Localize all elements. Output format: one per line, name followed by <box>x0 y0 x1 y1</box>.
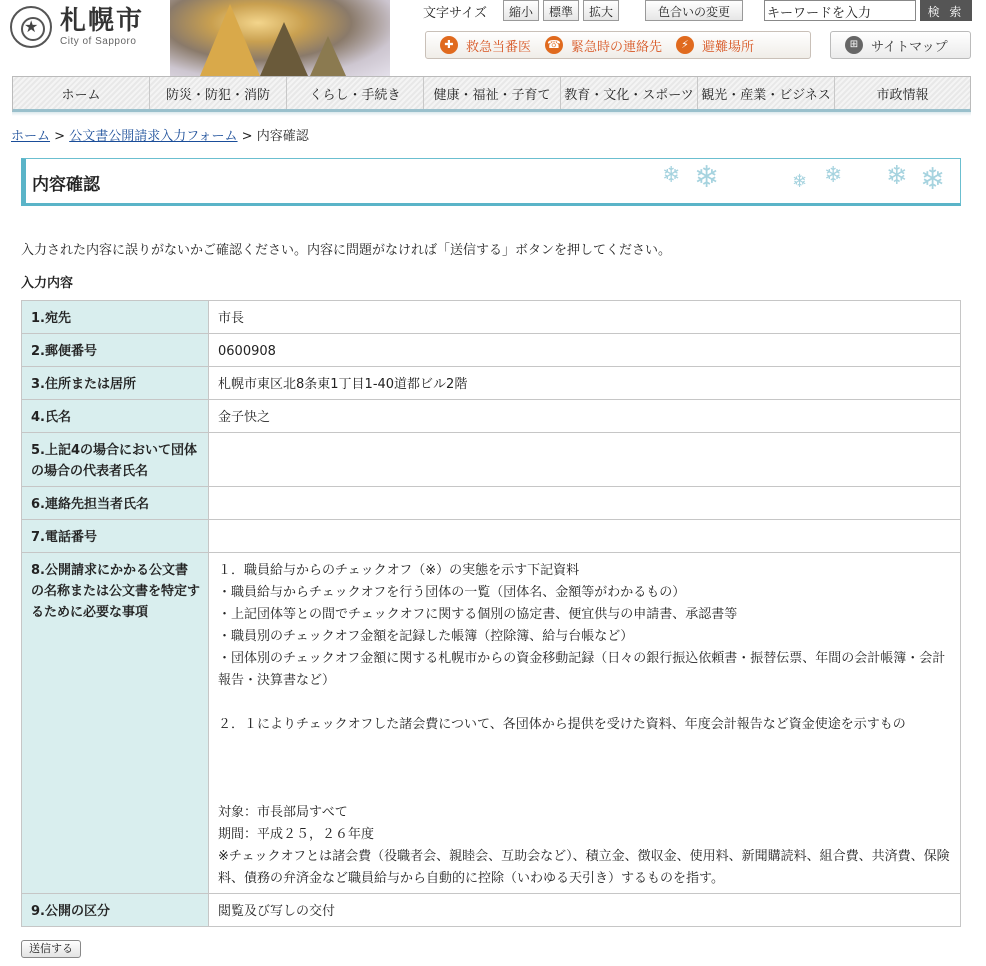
detail-line: ・団体別のチェックオフ金額に関する札幌市からの資金移動記録（日々の銀行振込依頼書・振替伝票、年間の会計帳簿・会計報告・決算書など） <box>218 651 946 688</box>
table-row <box>22 400 961 433</box>
snowflake-icon: ❄ <box>886 161 908 191</box>
row-value: 0600908 <box>209 334 961 367</box>
row-label: 1.宛先 <box>22 301 209 334</box>
row-value <box>209 520 961 553</box>
global-nav <box>12 76 971 112</box>
logo-title: 札幌市 <box>60 6 145 36</box>
evacuation-link[interactable] <box>662 36 754 55</box>
emergency-contact-link[interactable] <box>531 36 662 55</box>
detail-line: ※チェックオフとは諸会費（役職者会、親睦会、互助会など）、積立金、徴収金、使用料、新聞購読料、組合費、共済費、保険料、債務の弁済金など職員給与から自動的に控除（いわゆる天引き）するものを指す。 <box>218 849 950 886</box>
breadcrumb-home-link[interactable]: ホーム <box>11 129 51 144</box>
sitemap-icon: ⊞ <box>845 36 863 54</box>
detail-line: ・上記団体等との間でチェックオフに関する個別の協定書、便宜供与の申請書、承認書等 <box>218 607 738 622</box>
color-change-button[interactable]: 色合いの変更 <box>645 0 743 21</box>
font-size-larger-button[interactable]: 拡大 <box>583 0 619 21</box>
snowflake-icon: ❄ <box>662 163 681 188</box>
row-label: 9.公開の区分 <box>22 894 209 927</box>
site-logo[interactable] <box>10 6 144 48</box>
breadcrumb-separator: > <box>237 129 257 144</box>
row-value <box>209 433 961 487</box>
row-label: 4.氏名 <box>22 400 209 433</box>
page-title: 内容確認 <box>32 175 100 195</box>
detail-line: ・職員給与からチェックオフを行う団体の一覧（団体名、金額等がわかるもの） <box>218 585 686 600</box>
evacuation-label: 避難場所 <box>702 39 755 55</box>
detail-line: ２．１によりチェックオフした諸会費について、各団体から提供を受けた資料、年度会計報告など資金使途を示すもの <box>218 717 906 732</box>
site-header <box>0 0 986 76</box>
row-label: 5.上記4の場合において団体の場合の代表者氏名 <box>22 433 209 487</box>
row-value <box>209 487 961 520</box>
logo-text <box>60 6 144 47</box>
nav-item-health[interactable]: 健康・福祉・子育て <box>424 77 561 109</box>
snowflake-icon: ❄ <box>920 162 946 197</box>
section-label: 入力内容 <box>21 276 74 291</box>
nav-item-tourism[interactable]: 観光・産業・ビジネス <box>698 77 835 109</box>
row-label: 8.公開請求にかかる公文書の名称または公文書を特定するために必要な事項 <box>22 553 209 894</box>
emergency-links-bar <box>425 31 811 59</box>
font-size-label: 文字サイズ <box>423 6 487 21</box>
phone-icon: ☎ <box>545 36 563 54</box>
row-label: 6.連絡先担当者氏名 <box>22 487 209 520</box>
table-row <box>22 553 961 894</box>
table-row <box>22 301 961 334</box>
confirmation-table <box>21 300 961 927</box>
breadcrumb <box>11 125 309 144</box>
nav-item-home[interactable]: ホーム <box>13 77 150 109</box>
row-value: 市長 <box>209 301 961 334</box>
detail-line: １．職員給与からのチェックオフ（※）の実態を示す下記資料 <box>218 563 580 578</box>
detail-line <box>218 780 952 802</box>
sitemap-button[interactable] <box>830 31 971 59</box>
page-heading <box>21 158 961 206</box>
table-row <box>22 520 961 553</box>
emergency-contact-label: 緊急時の連絡先 <box>571 39 663 55</box>
emergency-doctor-link[interactable] <box>426 36 531 55</box>
row-value: 金子快之 <box>209 400 961 433</box>
emergency-doctor-label: 救急当番医 <box>466 39 532 55</box>
row-value: 閲覧及び写しの交付 <box>209 894 961 927</box>
breadcrumb-separator: > <box>50 129 70 144</box>
detail-line <box>218 758 952 780</box>
city-emblem-icon <box>10 6 52 48</box>
row-label: 7.電話番号 <box>22 520 209 553</box>
nav-item-education[interactable]: 教育・文化・スポーツ <box>561 77 698 109</box>
search-input[interactable]: キーワードを入力 <box>764 0 916 21</box>
detail-line <box>218 692 952 714</box>
table-row <box>22 487 961 520</box>
snowflake-icon: ❄ <box>824 163 843 188</box>
row-label: 2.郵便番号 <box>22 334 209 367</box>
nav-item-living[interactable]: くらし・手続き <box>287 77 424 109</box>
detail-line: ・職員別のチェックオフ金額を記録した帳簿（控除簿、給与台帳など） <box>218 629 634 644</box>
sitemap-label: サイトマップ <box>871 39 948 55</box>
nav-shadow <box>12 112 971 116</box>
table-row <box>22 894 961 927</box>
table-row <box>22 334 961 367</box>
snowflake-icon: ❄ <box>792 171 808 192</box>
nav-item-government[interactable]: 市政情報 <box>876 87 929 103</box>
breadcrumb-form-link[interactable]: 公文書公開請求入力フォーム <box>69 129 238 144</box>
font-size-smaller-button[interactable]: 縮小 <box>503 0 539 21</box>
font-size-standard-button[interactable]: 標準 <box>543 0 579 21</box>
row-label: 3.住所または居所 <box>22 367 209 400</box>
snowflake-icon: ❄ <box>694 160 720 195</box>
detail-line: 期間：平成２５，２６年度 <box>218 827 375 842</box>
evacuation-icon: ⚡ <box>676 36 694 54</box>
submit-button[interactable]: 送信する <box>21 940 81 958</box>
detail-line <box>218 736 952 758</box>
row-value-detail <box>209 553 961 894</box>
hospital-icon: ✚ <box>440 36 458 54</box>
christmas-tree-image <box>170 0 390 76</box>
breadcrumb-current: 内容確認 <box>256 129 309 144</box>
table-row <box>22 433 961 487</box>
detail-line: 対象：市長部局すべて <box>218 805 348 820</box>
row-value: 札幌市東区北8条東1丁目1-40道都ビル2階 <box>209 367 961 400</box>
intro-text: 入力された内容に誤りがないかご確認ください。内容に問題がなければ「送信する」ボタンを押してください。 <box>21 243 672 258</box>
nav-item-disaster[interactable]: 防災・防犯・消防 <box>150 77 287 109</box>
logo-subtitle: City of Sapporo <box>60 36 137 47</box>
search-button[interactable]: 検 索 <box>920 0 972 21</box>
table-row <box>22 367 961 400</box>
